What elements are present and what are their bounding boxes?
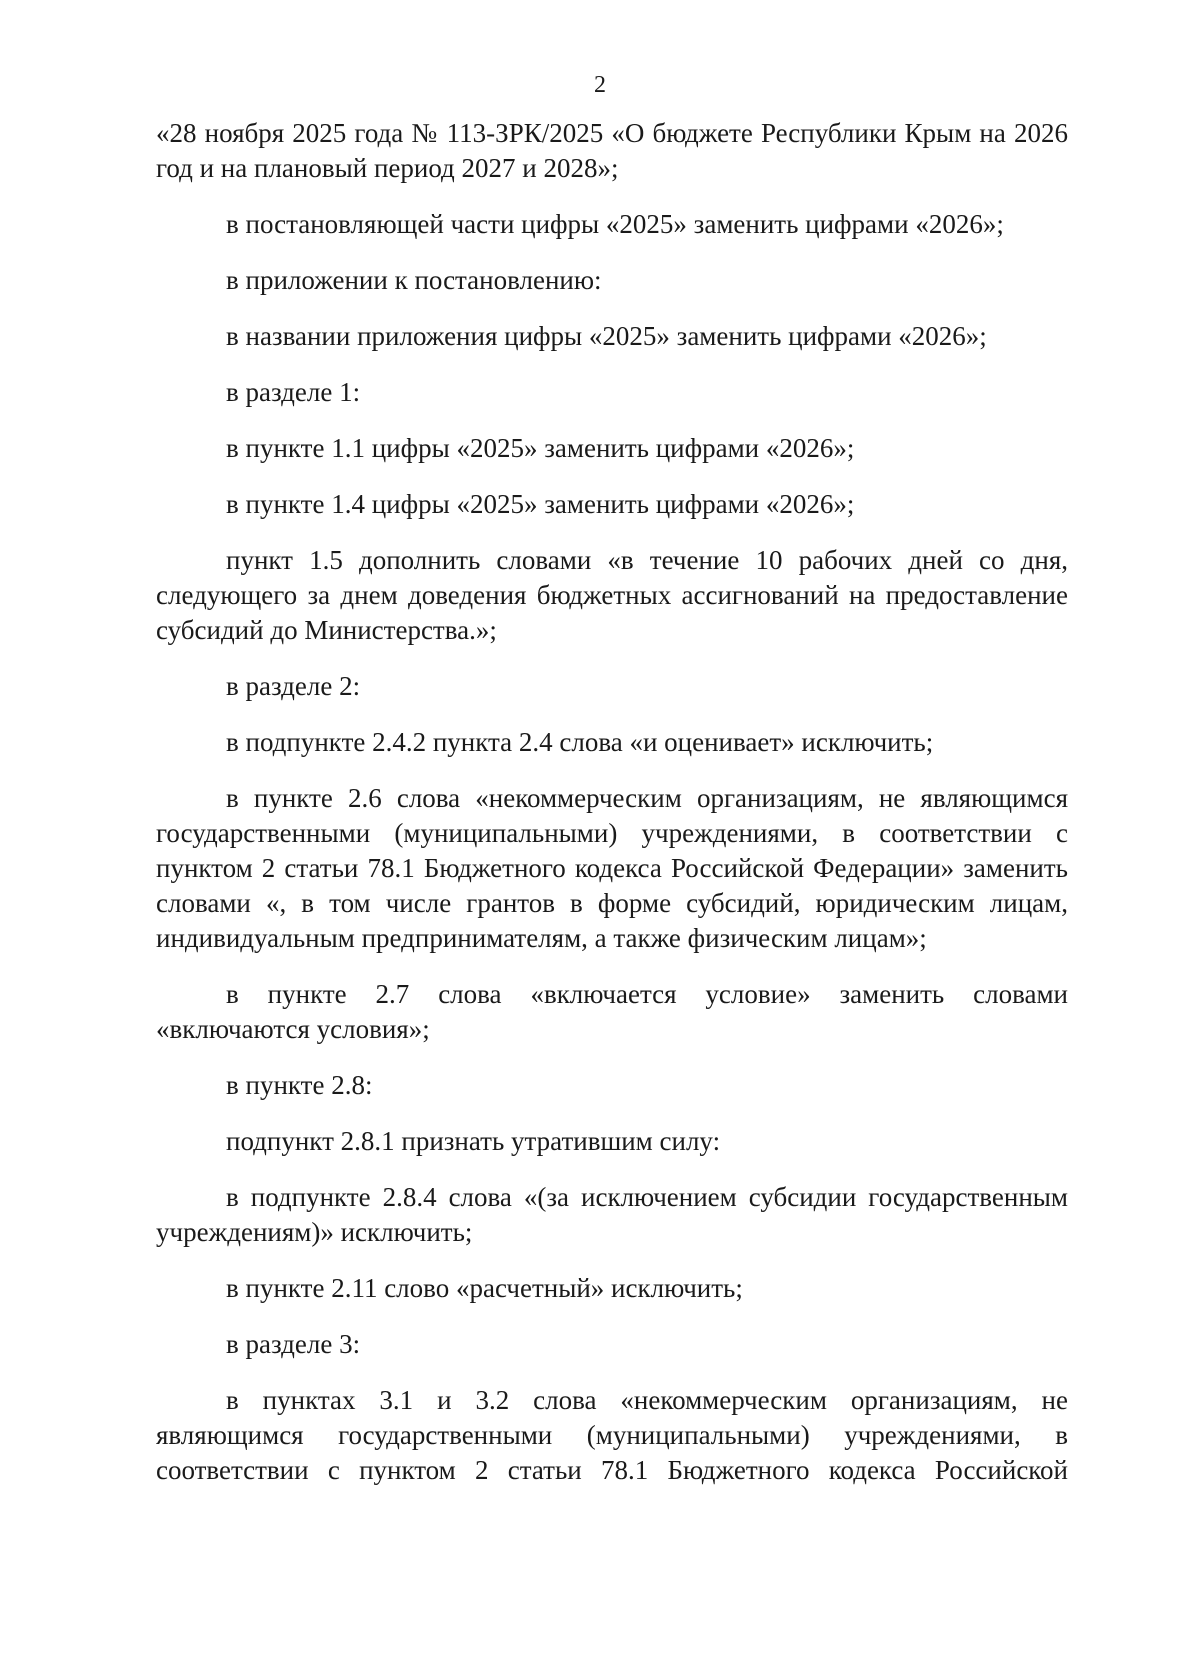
paragraph: в подпункте 2.8.4 слова «(за исключением субсидии государственным учреждениям)» исключить;: [156, 1182, 1068, 1247]
paragraph: в разделе 3:: [226, 1329, 361, 1359]
paragraph: в подпункте 2.4.2 пункта 2.4 слова «и оценивает» исключить;: [226, 727, 934, 757]
paragraph: подпункт 2.8.1 признать утратившим силу:: [226, 1126, 721, 1156]
paragraph: пункт 1.5 дополнить словами «в течение 10 рабочих дней со дня, следующего за днем доведения бюджетных ассигнований на предоставление субсидий до Министерства.»;: [156, 545, 1068, 645]
paragraph: в названии приложения цифры «2025» заменить цифрами «2026»;: [226, 321, 987, 351]
paragraph: в пункте 2.6 слова «некоммерческим организациям, не являющимся государственными (муниципальными) учреждениями, в соответствии с пунктом 2 статьи 78.1 Бюджетного кодекса Российской Федерации» заменить словами «, в том числе грантов в форме субсидий, юридическим лицам, индивидуальным предпринимателям, а также физическим лицам»;: [156, 783, 1068, 953]
paragraph: в пунктах 3.1 и 3.2 слова «некоммерческим организациям, не являющимся государственными (муниципальными) учреждениями, в соответствии с пунктом 2 статьи 78.1 Бюджетного кодекса Российской: [156, 1385, 1068, 1485]
paragraph: в пункте 2.8:: [226, 1070, 373, 1100]
paragraph: в пункте 2.11 слово «расчетный» исключить;: [226, 1273, 743, 1303]
page-number: 2: [594, 72, 606, 98]
paragraph: в разделе 1:: [226, 377, 361, 407]
paragraph: в пункте 2.7 слова «включается условие» заменить словами «включаются условия»;: [156, 979, 1068, 1044]
paragraph: в разделе 2:: [226, 671, 361, 701]
paragraph: в приложении к постановлению:: [226, 265, 602, 295]
paragraph: в пункте 1.4 цифры «2025» заменить цифрами «2026»;: [226, 489, 855, 519]
paragraph: в пункте 1.1 цифры «2025» заменить цифрами «2026»;: [226, 433, 855, 463]
document-body: [156, 116, 1068, 1509]
paragraph: в постановляющей части цифры «2025» заменить цифрами «2026»;: [226, 209, 1004, 239]
paragraph: «28 ноября 2025 года № 113-ЗРК/2025 «О бюджете Республики Крым на 2026 год и на плановый период 2027 и 2028»;: [156, 118, 1068, 183]
